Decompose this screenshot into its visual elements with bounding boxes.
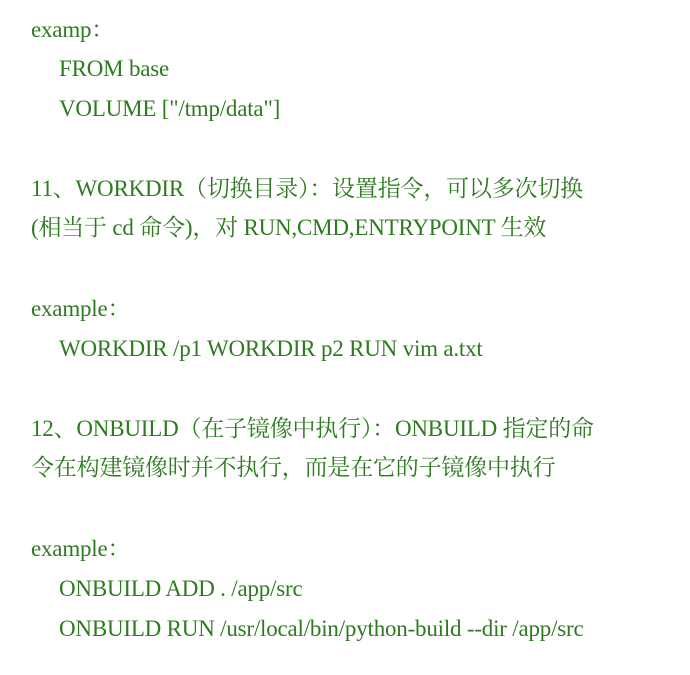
onbuild-heading-line-1: 12、ONBUILD（在子镜像中执行）：ONBUILD 指定的命 xyxy=(31,416,594,441)
workdir-heading-line-1: 11、WORKDIR（切换目录）：设置指令，可以多次切换 xyxy=(31,176,583,201)
onbuild-code-line-2: ONBUILD RUN /usr/local/bin/python-build --dir /app/src xyxy=(59,616,584,641)
volume-code-line-2: VOLUME ["/tmp/data"] xyxy=(59,96,281,121)
onbuild-heading-line-2: 令在构建镜像时并不执行，而是在它的子镜像中执行 xyxy=(31,455,556,480)
workdir-example-label: example： xyxy=(31,296,131,321)
volume-code-line-1: FROM base xyxy=(59,56,170,81)
onbuild-example-label: example： xyxy=(31,536,131,561)
volume-example-label: examp： xyxy=(31,17,115,42)
onbuild-code-line-1: ONBUILD ADD . /app/src xyxy=(59,576,303,601)
workdir-heading-line-2: (相当于 cd 命令)，对 RUN,CMD,ENTRYPOINT 生效 xyxy=(31,215,547,240)
workdir-code-line-1: WORKDIR /p1 WORKDIR p2 RUN vim a.txt xyxy=(59,336,483,361)
